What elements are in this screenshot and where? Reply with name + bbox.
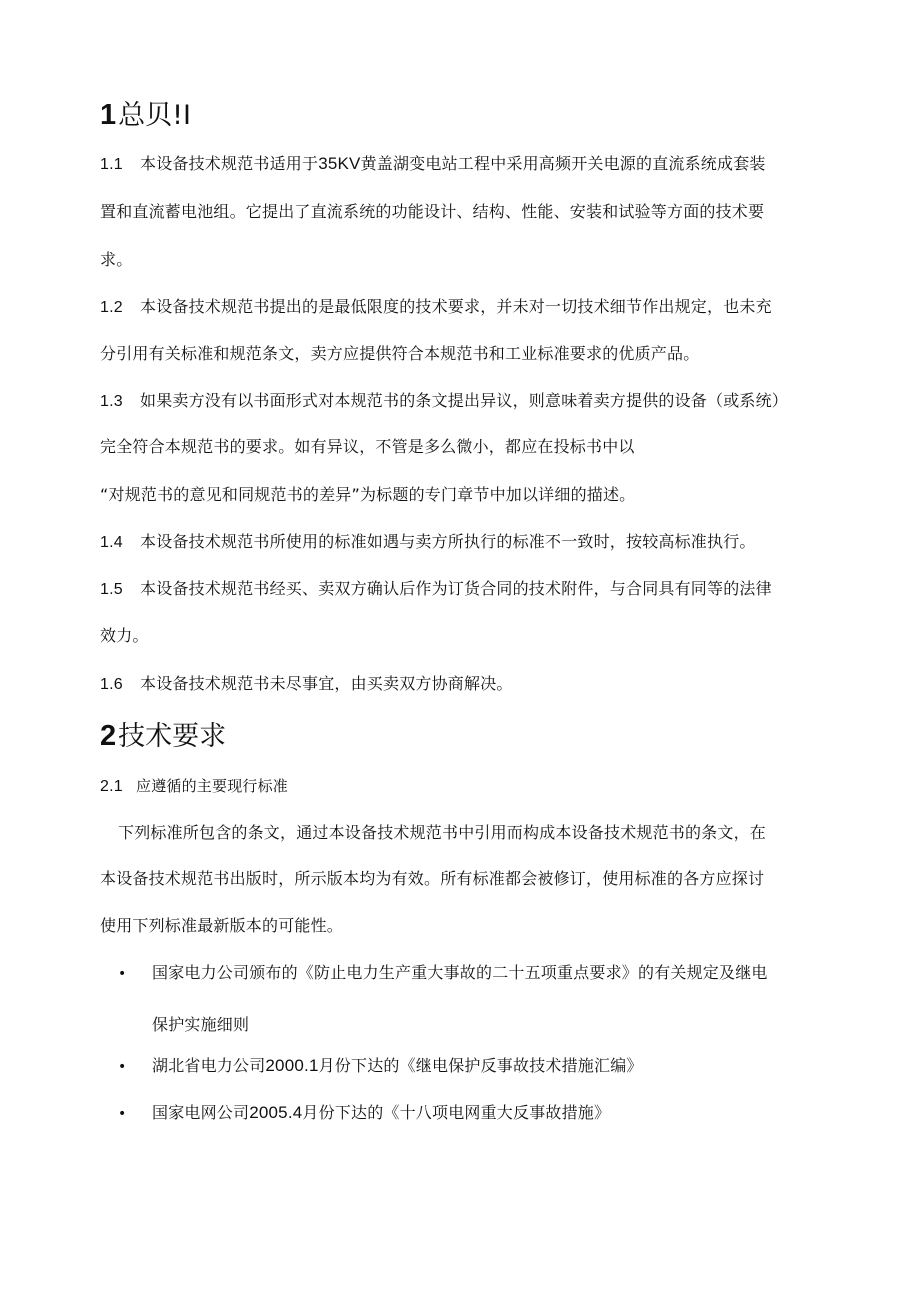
para-1-3-text: 如果卖方没有以书面形式对本规范书的条文提出异议，则意味着卖方提供的设备（或系统） [140, 391, 789, 410]
bullet-3-date: 2005.4 [249, 1103, 303, 1122]
para-1-1-text-a: 本设备技术规范书适用于 [140, 154, 319, 173]
para-1-3-line-1 [100, 390, 788, 413]
para-1-3-line-3: “对规范书的意见和同规范书的差异”为标题的专门章节中加以详细的描述。 [100, 485, 636, 504]
para-1-1-line-1 [100, 153, 766, 176]
para-1-1-voltage: 35KV [318, 154, 361, 173]
section-2-heading [100, 719, 226, 754]
section-2-title: 技术要求 [118, 721, 227, 752]
para-1-2-number: 1.2 [100, 299, 123, 316]
para-1-1-line-2: 置和直流蓄电池组。它提出了直流系统的功能设计、结构、性能、安装和试验等方面的技术要 [100, 202, 765, 221]
para-1-2-line-1 [100, 296, 772, 319]
subsection-2-1-title: 应遵循的主要现行标准 [136, 777, 289, 795]
para-1-3-line-2: 完全符合本规范书的要求。如有异议，不管是多么微小，都应在投标书中以 [100, 437, 635, 456]
para-1-1-line-3: 求。 [100, 250, 133, 269]
section-1-title: 总贝!I [118, 100, 191, 131]
subsection-2-1-heading [100, 775, 288, 798]
bullet-1-mark: • [118, 966, 127, 982]
para-1-5-number: 1.5 [100, 581, 123, 598]
para-1-4-text: 本设备技术规范书所使用的标准如遇与卖方所执行的标准不一致时，按较高标准执行。 [140, 532, 756, 551]
para-1-6-line-1 [100, 673, 513, 696]
para-1-4-number: 1.4 [100, 534, 123, 551]
section-1-heading [100, 98, 191, 133]
intro-line-1: 下列标准所包含的条文，通过本设备技术规范书中引用而构成本设备技术规范书的条文，在 [118, 823, 767, 842]
para-1-4-line-1 [100, 531, 756, 554]
para-1-1-number: 1.1 [100, 156, 123, 173]
para-1-6-text: 本设备技术规范书未尽事宜，由买卖双方协商解决。 [140, 674, 513, 693]
bullet-3-text-c: 月份下达的《十八项电网重大反事故措施》 [302, 1103, 611, 1122]
para-1-2-line-2: 分引用有关标准和规范条文，卖方应提供符合本规范书和工业标准要求的优质产品。 [100, 344, 700, 363]
bullet-2-line-1 [152, 1055, 643, 1077]
para-1-6-number: 1.6 [100, 676, 123, 693]
bullet-1-line-1: 国家电力公司颁布的《防止电力生产重大事故的二十五项重点要求》的有关规定及继电 [152, 963, 768, 982]
para-1-5-text: 本设备技术规范书经买、卖双方确认后作为订货合同的技术附件，与合同具有同等的法律 [140, 579, 772, 598]
para-1-3-number: 1.3 [100, 393, 123, 410]
section-2-number: 2 [100, 720, 117, 752]
bullet-2-text-a: 湖北省电力公司 [152, 1056, 266, 1075]
para-1-5-line-2: 效力。 [100, 626, 149, 645]
intro-line-3: 使用下列标准最新版本的可能性。 [100, 916, 344, 935]
bullet-3-text-a: 国家电网公司 [152, 1103, 250, 1122]
bullet-2-text-c: 月份下达的《继电保护反事故技术措施汇编》 [318, 1056, 643, 1075]
section-1-number: 1 [100, 99, 117, 131]
bullet-3-mark: • [118, 1106, 127, 1122]
bullet-3-line-1 [152, 1102, 610, 1124]
intro-line-2: 本设备技术规范书出版时，所示版本均为有效。所有标准都会被修订，使用标准的各方应探讨 [100, 869, 765, 888]
bullet-1-line-2: 保护实施细则 [152, 1015, 250, 1034]
para-1-5-line-1 [100, 578, 772, 601]
para-1-2-text: 本设备技术规范书提出的是最低限度的技术要求，并未对一切技术细节作出规定，也未充 [140, 297, 772, 316]
bullet-2-date: 2000.1 [265, 1056, 319, 1075]
para-1-1-text-c: 黄盖湖变电站工程中采用高频开关电源的直流系统成套装 [360, 154, 766, 173]
subsection-2-1-number: 2.1 [100, 778, 123, 795]
bullet-2-mark: • [118, 1059, 127, 1075]
